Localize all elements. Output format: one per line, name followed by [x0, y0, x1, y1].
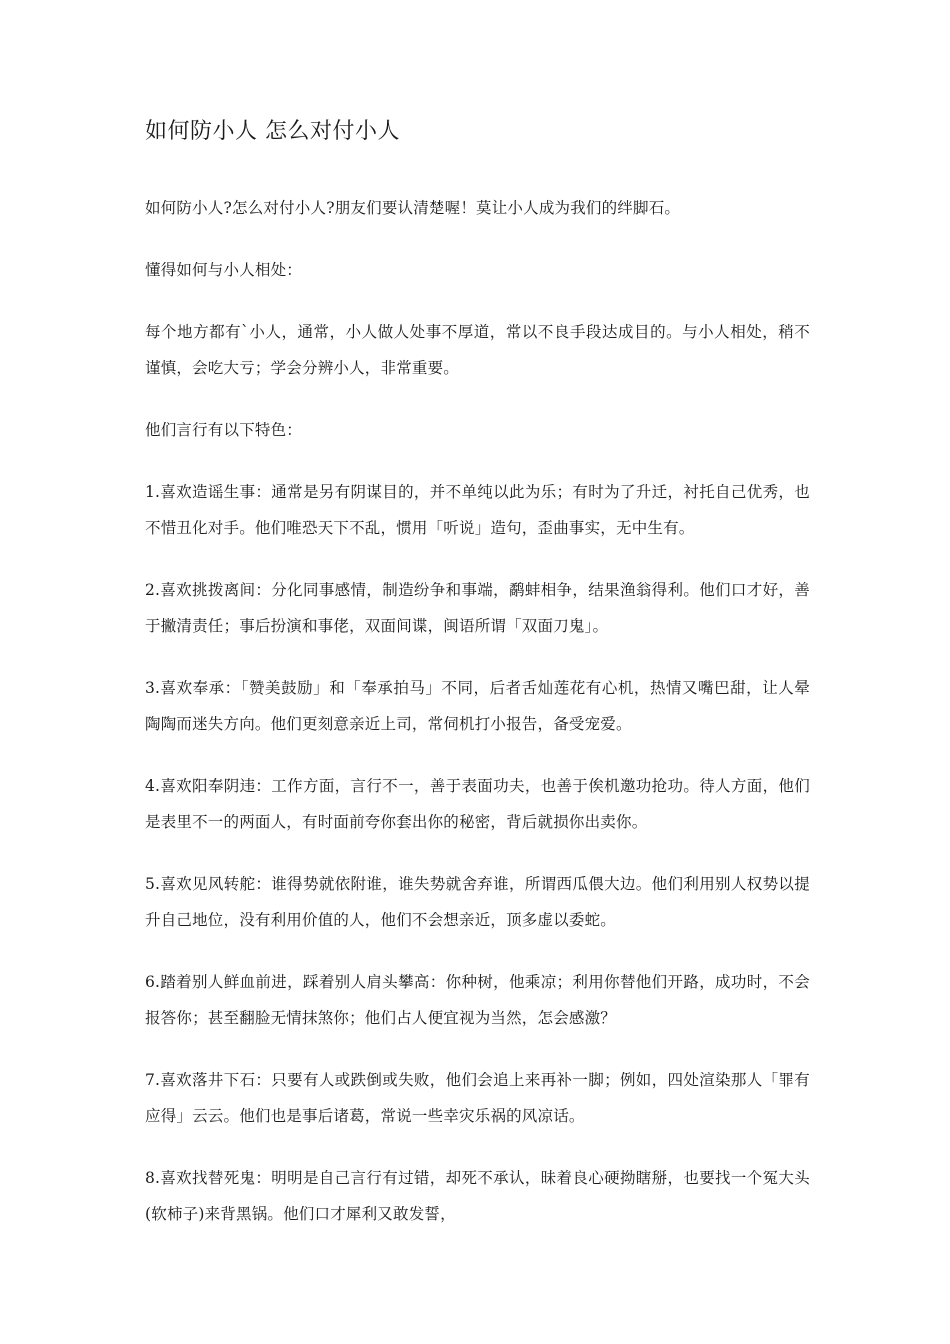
list-item-3: 3.喜欢奉承：「赞美鼓励」和「奉承拍马」不同，后者舌灿莲花有心机，热情又嘴巴甜，让人晕陶陶而迷失方向。他们更刻意亲近上司，常伺机打小报告，备受宠爱。	[145, 679, 810, 733]
paragraph-heading-traits: 他们言行有以下特色：	[145, 421, 303, 439]
list-item-6: 6.踏着别人鲜血前进，踩着别人肩头攀高：你种树，他乘凉；利用你替他们开路，成功时，不会报答你；甚至翻脸无情抹煞你；他们占人便宜视为当然，怎会感激？	[145, 973, 810, 1027]
page-title: 如何防小人 怎么对付小人	[145, 119, 400, 144]
paragraph-everywhere-villains: 每个地方都有`小人，通常，小人做人处事不厚道，常以不良手段达成目的。与小人相处，稍不谨慎，会吃大亏；学会分辨小人，非常重要。	[145, 323, 810, 377]
list-item-5: 5.喜欢见风转舵：谁得势就依附谁，谁失势就舍弃谁，所谓西瓜偎大边。他们利用别人权势以提升自己地位，没有利用价值的人，他们不会想亲近，顶多虚以委蛇。	[145, 875, 810, 929]
list-item-8: 8.喜欢找替死鬼：明明是自己言行有过错，却死不承认，昧着良心硬拗瞎掰，也要找一个冤大头(软柿子)来背黑锅。他们口才犀利又敢发誓，	[145, 1169, 810, 1223]
list-item-1: 1.喜欢造谣生事：通常是另有阴谋目的，并不单纯以此为乐；有时为了升迁，衬托自己优秀，也不惜丑化对手。他们唯恐天下不乱，惯用「听说」造句，歪曲事实，无中生有。	[145, 483, 810, 537]
paragraph-intro: 如何防小人?怎么对付小人?朋友们要认清楚喔！莫让小人成为我们的绊脚石。	[145, 199, 681, 217]
list-item-4: 4.喜欢阳奉阴违：工作方面，言行不一，善于表面功夫，也善于俟机邀功抢功。待人方面，他们是表里不一的两面人，有时面前夸你套出你的秘密，背后就损你出卖你。	[145, 777, 810, 831]
paragraph-heading-how-to-deal: 懂得如何与小人相处：	[145, 261, 303, 279]
list-item-7: 7.喜欢落井下石：只要有人或跌倒或失败，他们会追上来再补一脚；例如，四处渲染那人「罪有应得」云云。他们也是事后诸葛，常说一些幸灾乐祸的风凉话。	[145, 1071, 810, 1125]
list-item-2: 2.喜欢挑拨离间：分化同事感情，制造纷争和事端，鹬蚌相争，结果渔翁得利。他们口才好，善于撇清责任；事后扮演和事佬，双面间谍，闽语所谓「双面刀鬼」。	[145, 581, 810, 635]
document-body	[145, 190, 810, 1258]
